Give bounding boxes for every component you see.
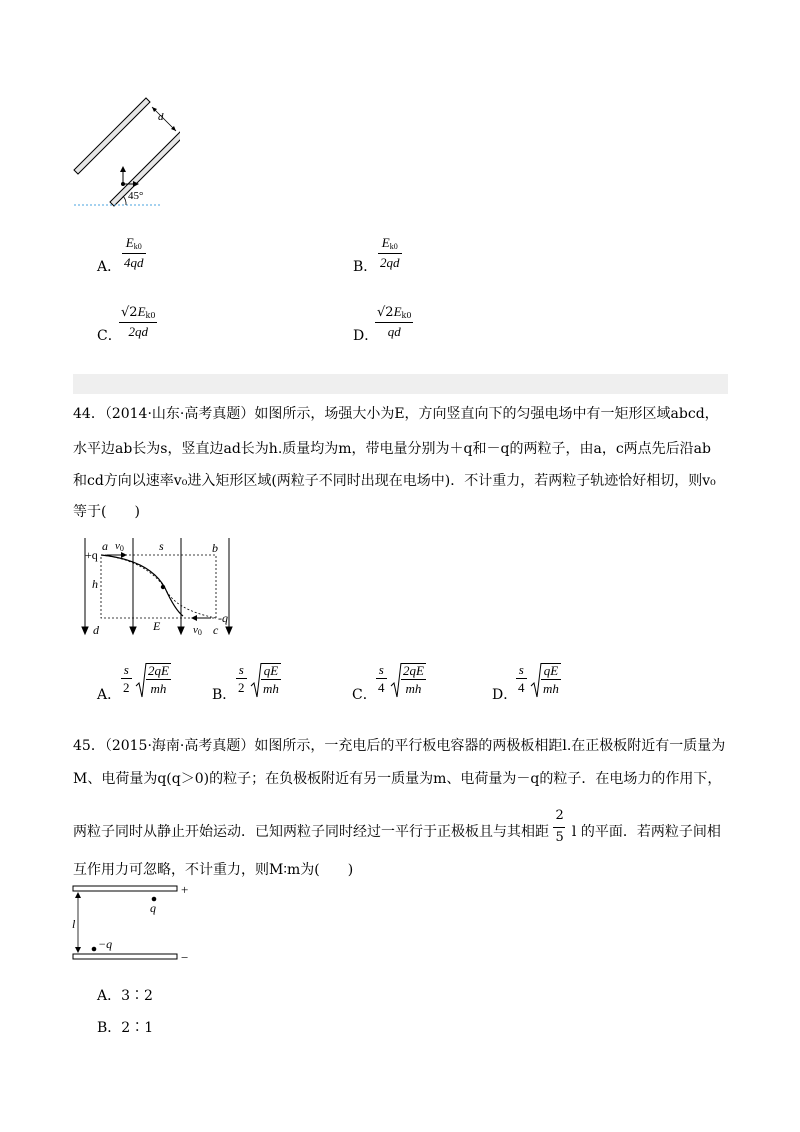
coefficient-fraction: [236, 663, 247, 694]
coef-denominator: 4: [378, 680, 385, 695]
coefficient-fraction: [121, 663, 132, 694]
q45-line-1: 45．（2015·海南·高考真题）如图所示，一充电后的平行板电容器的两极板相距l.在正极板附近有一质量为: [73, 738, 726, 754]
q45-line-4: 互作用力可忽略，不计重力，则M∶m为( ): [73, 862, 354, 878]
label-d: d: [158, 111, 164, 123]
q43-option-b[interactable]: [353, 232, 433, 274]
fraction: [378, 236, 402, 269]
q44-line-1: 44．（2014·山东·高考真题）如图所示，场强大小为E，方向竖直向下的匀强电场中有一矩形区域abcd，: [73, 406, 719, 422]
label-plus: +: [181, 882, 189, 897]
q45-option-b[interactable]: [97, 1017, 153, 1037]
radicand-numerator: 2qE: [148, 663, 169, 678]
label-minus-q: −q: [98, 937, 113, 951]
v-letter: v: [115, 540, 120, 552]
label-plus-q: +q: [85, 548, 98, 562]
q43-option-a[interactable]: [97, 232, 177, 274]
label-angle: 45°: [128, 190, 144, 202]
num-subscript: k0: [389, 242, 398, 251]
coef-denominator: 2: [123, 680, 130, 695]
option-letter: A．: [97, 988, 122, 1004]
denominator: 2qd: [380, 255, 400, 270]
frac-denominator: 5: [555, 830, 564, 845]
radicand-denominator: mh: [401, 679, 426, 695]
denominator: 2qd: [119, 322, 157, 338]
label-v0-top: [115, 540, 124, 553]
q45-line-2: M、电荷量为q(q＞0)的粒子；在负极板附近有另一质量为m、电荷量为－q的粒子．在电场力的作用下，: [73, 771, 722, 787]
q44-option-d[interactable]: [492, 660, 592, 702]
section-divider: [73, 374, 728, 394]
option-letter: B．: [353, 259, 378, 275]
radicand-numerator: qE: [543, 663, 559, 678]
label-l: l: [72, 917, 76, 931]
num-subscript: k0: [145, 311, 156, 320]
label-a: a: [102, 539, 108, 553]
q45-line-3-start: 两粒子同时从静止开始运动．已知两粒子同时经过一平行于正极板且与其相距: [73, 824, 549, 840]
label-minus: −: [181, 950, 189, 965]
option-letter: B．: [97, 1020, 122, 1036]
num-subscript: k0: [401, 311, 412, 320]
q45-option-a[interactable]: [97, 985, 153, 1005]
q44-option-a[interactable]: [97, 660, 197, 702]
option-letter: B．: [212, 687, 237, 703]
q44-option-b[interactable]: [212, 660, 312, 702]
fraction-bar: [553, 827, 565, 828]
coefficient-fraction: [516, 663, 527, 694]
option-text: 3∶2: [121, 988, 153, 1004]
q43-option-c[interactable]: [97, 305, 187, 347]
coef-numerator: s: [238, 662, 244, 677]
num-symbol: E: [381, 235, 390, 250]
option-letter: A．: [97, 259, 122, 275]
radicand-denominator: mh: [146, 679, 171, 695]
num-symbol: E: [137, 304, 146, 319]
two-fifths-fraction: [553, 808, 567, 845]
q44-line-4: 等于( ): [73, 504, 140, 520]
option-letter: C．: [97, 328, 122, 344]
label-q: q: [150, 901, 156, 915]
num-symbol: E: [393, 304, 402, 319]
capacitor-figure: [70, 882, 200, 967]
label-b: b: [212, 541, 218, 555]
inclined-plates-figure: [70, 95, 180, 210]
radicand-fraction: [146, 663, 171, 695]
option-letter: A．: [97, 687, 122, 703]
num-subscript: k0: [133, 242, 142, 251]
v-subscript: 0: [119, 544, 124, 553]
radicand-denominator: mh: [543, 681, 559, 696]
coef-numerator: s: [123, 662, 129, 677]
coef-denominator: 2: [238, 680, 245, 695]
q43-option-d[interactable]: [353, 305, 443, 347]
radicand-fraction: [261, 663, 281, 695]
option-letter: D．: [353, 328, 379, 344]
fraction: [375, 305, 413, 338]
label-d: d: [93, 623, 99, 637]
option-letter: C．: [352, 687, 377, 703]
q44-line-3: 和cd方向以速率v₀进入矩形区域(两粒子不同时出现在电场中)．不计重力，若两粒子轨迹恰好相切，则v₀: [73, 473, 716, 489]
label-E: E: [153, 619, 161, 633]
q44-line-2: 水平边ab长为s，竖直边ad长为h.质量均为m，带电量分别为＋q和－q的两粒子，由a，c两点先后沿ab: [73, 441, 711, 457]
coef-numerator: s: [518, 662, 524, 677]
coef-numerator: s: [378, 662, 384, 677]
label-s: s: [159, 539, 164, 553]
v-subscript: 0: [197, 628, 202, 637]
radicand-fraction: [401, 663, 426, 695]
label-minus-q: -q: [218, 611, 228, 625]
rectangular-field-figure: [75, 530, 255, 640]
fraction: [119, 305, 157, 338]
coef-denominator: 4: [518, 680, 525, 695]
sqrt-two: √2: [377, 305, 394, 320]
label-c: c: [213, 623, 219, 637]
radicand-numerator: qE: [263, 663, 279, 678]
option-letter: D．: [492, 687, 518, 703]
sqrt-two: √2: [121, 305, 138, 320]
option-text: 2∶1: [121, 1020, 154, 1036]
radicand-fraction: [541, 663, 561, 695]
coefficient-fraction: [376, 663, 387, 694]
q45-line-3-end: l 的平面．若两粒子间相: [571, 824, 721, 840]
label-v0-bottom: [193, 624, 202, 637]
denominator: 4qd: [124, 255, 144, 270]
frac-numerator: 2: [555, 808, 564, 823]
q45-line-3: [73, 808, 721, 845]
q44-option-c[interactable]: [352, 660, 452, 702]
denominator: qd: [375, 322, 413, 338]
radicand-numerator: 2qE: [403, 663, 424, 678]
label-h: h: [92, 577, 98, 591]
fraction: [122, 236, 146, 269]
radicand-denominator: mh: [263, 681, 279, 696]
v-letter: v: [193, 624, 198, 636]
num-symbol: E: [125, 235, 134, 250]
